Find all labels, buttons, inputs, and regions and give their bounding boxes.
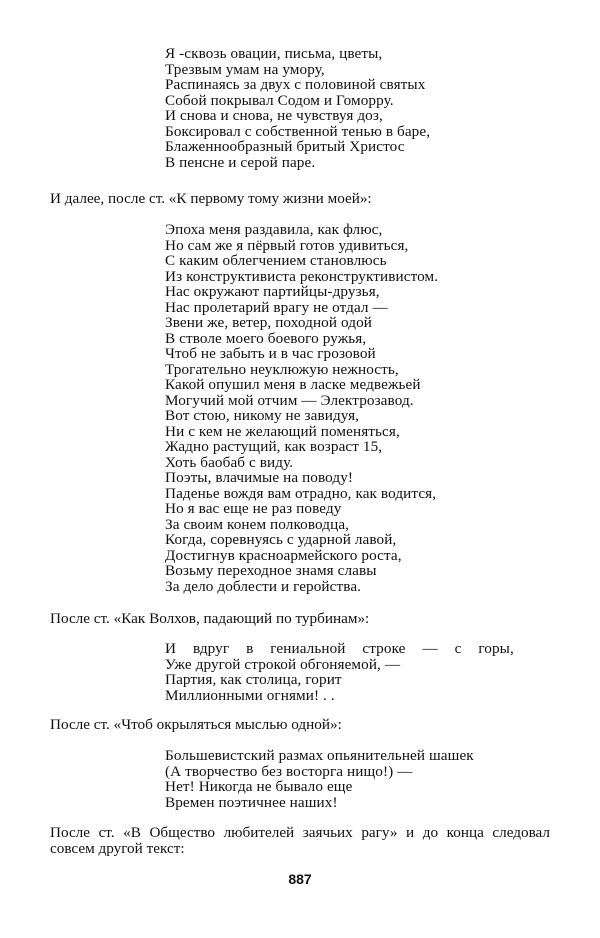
- editorial-note-1: И далее, после ст. «К первому тому жизни моей»:: [50, 190, 372, 207]
- verse-line: Большевистский размах опьянительней шашек: [165, 747, 474, 764]
- verse-line: Нас окружают партийцы-друзья,: [165, 283, 380, 300]
- verse-line: Распинаясь за двух с половиной святых: [165, 76, 426, 93]
- verse-line: Ни с кем не желающий поменяться,: [165, 422, 400, 440]
- verse-line: Партия, как столица, горит: [165, 671, 342, 688]
- verse-line: С каким облегчением становлюсь: [165, 252, 387, 269]
- verse-line: Уже другой строкой обгоняемой, —: [165, 655, 401, 673]
- verse-line: В пенсне и серой паре.: [165, 153, 316, 171]
- verse-line: Миллионными огнями! . .: [165, 686, 335, 704]
- verse-line: Я -сквозь овации, письма, цветы,: [165, 45, 383, 62]
- verse-line: Какой опушил меня в ласке медвежьей: [165, 376, 421, 393]
- poem-fragment-3: [165, 641, 514, 657]
- verse-line: Возьму переходное знамя славы: [165, 562, 377, 579]
- verse-line: В стволе моего боевого ружья,: [165, 329, 367, 347]
- editorial-note-2: После ст. «Как Волхов, падающий по турбинам»:: [50, 610, 370, 627]
- verse-line: Эпоха меня раздавила, как флюс,: [165, 221, 383, 238]
- verse-line: Жадно растущий, как возраст 15,: [165, 438, 383, 455]
- poem-fragment-3-cont: [165, 657, 400, 704]
- editorial-note-4: После ст. «В Общество любителей заячьих рагу» и до конца следовал совсем другой текст:: [50, 824, 550, 857]
- poem-fragment-2: [165, 222, 438, 594]
- verse-line: И снова и снова, не чувствуя доз,: [165, 107, 383, 124]
- verse-line: Когда, соревнуясь с ударной лавой,: [165, 531, 397, 548]
- verse-line: Паденье вождя вам отрадно, как водится,: [165, 484, 437, 502]
- verse-line: За своим конем полководца,: [165, 515, 350, 533]
- verse-line: Трезвым умам на умору,: [165, 60, 325, 78]
- verse-line: Поэты, влачимые на поводу!: [165, 469, 354, 486]
- verse-line: Из конструктивиста реконструктивистом.: [165, 267, 439, 285]
- editorial-note-3: После ст. «Чтоб окрыляться мыслью одной»:: [50, 716, 342, 733]
- verse-line: Достигнув красноармейского роста,: [165, 546, 402, 564]
- verse-line: Боксировал с собственной тенью в баре,: [165, 122, 431, 140]
- verse-line: Но я вас еще не раз поведу: [165, 500, 342, 517]
- verse-line: Вот стою, никому не завидуя,: [165, 407, 360, 424]
- verse-line: Собой покрывал Содом и Гоморру.: [165, 91, 394, 109]
- verse-line: Нет! Никогда не бывало еще: [165, 778, 353, 795]
- verse-line: Чтоб не забыть и в час грозовой: [165, 345, 376, 362]
- verse-line: Времен поэтичнее наших!: [165, 793, 338, 811]
- verse-line: Нас пролетарий врагу не отдал —: [165, 298, 388, 316]
- verse-line: (А творчество без восторга нищо!) —: [165, 762, 413, 780]
- verse-line: Звени же, ветер, походной одой: [165, 314, 372, 331]
- poem-fragment-1: [165, 46, 430, 170]
- verse-line: Хоть баобаб с виду.: [165, 453, 294, 471]
- verse-line: Трогательно неуклюжую нежность,: [165, 360, 399, 378]
- verse-line: За дело доблести и геройства.: [165, 577, 362, 595]
- verse-line: Блаженнообразный бритый Христос: [165, 138, 405, 155]
- verse-line: Могучий мой отчим — Электрозавод.: [165, 391, 414, 409]
- poem-fragment-4: [165, 748, 474, 810]
- page-number: 887: [288, 871, 312, 887]
- verse-line: И вдруг в гениальной строке — с горы,: [165, 640, 514, 657]
- verse-line: Но сам же я пёрвый готов удивиться,: [165, 236, 409, 254]
